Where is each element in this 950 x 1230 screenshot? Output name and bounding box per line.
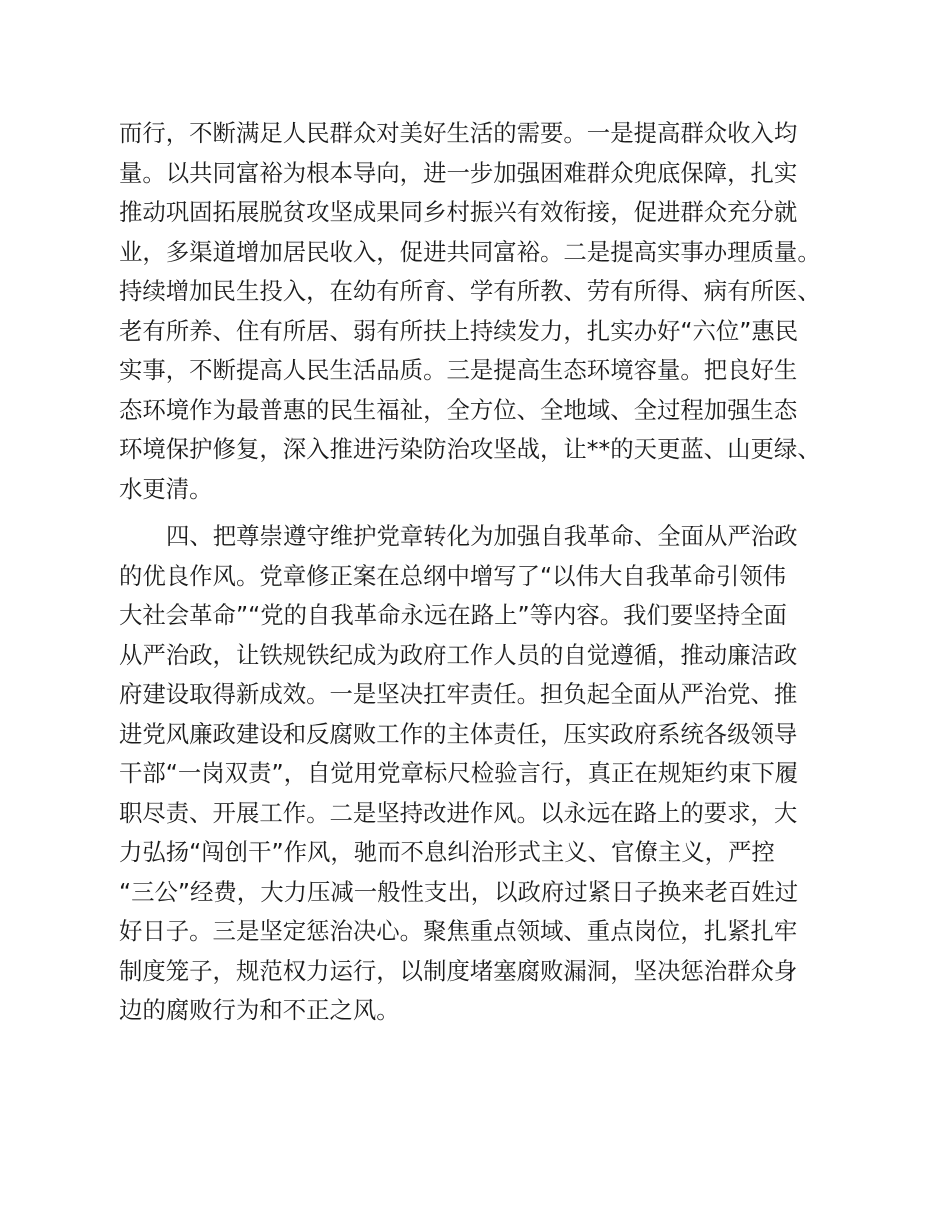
text-line: 边的腐败行为和不正之风。 — [119, 996, 400, 1024]
text-line: 实事，不断提高人民生活品质。三是提高生态环境容量。把良好生 — [119, 356, 798, 384]
text-line: 水更清。 — [119, 474, 213, 503]
text-line: 而行，不断满足人民群众对美好生活的需要。一是提高群众收入均 — [119, 119, 798, 147]
text-line: 制度笼子，规范权力运行，以制度堵塞腐败漏洞，坚决惩治群众身 — [119, 956, 798, 985]
text-line: 态环境作为最普惠的民生福祉，全方位、全地域、全过程加强生态 — [119, 395, 798, 424]
text-line: 从严治政，让铁规铁纪成为政府工作人员的自觉遵循，推动廉洁政 — [119, 640, 798, 669]
text-line: 大社会革命”“党的自我革命永远在路上”等内容。我们要坚持全面 — [119, 601, 787, 629]
text-line: 环境保护修复，深入推进污染防治攻坚战，让**的天更蓝、山更绿、 — [119, 435, 821, 463]
text-line: 持续增加民生投入，在幼有所育、学有所教、劳有所得、病有所医、 — [119, 277, 821, 305]
text-line: 老有所养、住有所居、弱有所扶上持续发力，扎实办好“六位”惠民 — [119, 316, 799, 345]
text-line: 干部“一岗双责”，自觉用党章标尺检验言行，真正在规矩约束下履 — [119, 759, 799, 787]
document-body — [119, 114, 834, 1031]
paragraph-four — [119, 517, 834, 1031]
text-line: 职尽责、开展工作。二是坚持改进作风。以永远在路上的要求，大 — [119, 798, 798, 827]
text-line: 的优良作风。党章修正案在总纲中增写了“以伟大自我革命引领伟 — [119, 561, 787, 590]
text-line: 府建设取得新成效。一是坚决扛牢责任。担负起全面从严治党、推 — [119, 680, 798, 708]
text-line: 业，多渠道增加居民收入，促进共同富裕。二是提高实事办理质量。 — [119, 237, 821, 266]
text-line: 推动巩固拓展脱贫攻坚成果同乡村振兴有效衔接，促进群众充分就 — [119, 198, 798, 226]
text-line: “三公”经费，大力压减一般性支出，以政府过紧日子换来老百姓过 — [119, 877, 799, 906]
text-line: 力弘扬“闯创干”作风，驰而不息纠治形式主义、官僚主义，严控 — [119, 838, 775, 866]
text-line: 好日子。三是坚定惩治决心。聚焦重点领域、重点岗位，扎紧扎牢 — [119, 917, 798, 945]
paragraph-heading-line: 四、把尊崇遵守维护党章转化为加强自我革命、全面从严治政 — [166, 522, 798, 550]
paragraph-continuation — [119, 114, 834, 509]
text-line: 进党风廉政建设和反腐败工作的主体责任，压实政府系统各级领导 — [119, 719, 798, 748]
text-line: 量。以共同富裕为根本导向，进一步加强困难群众兜底保障，扎实 — [119, 158, 798, 187]
